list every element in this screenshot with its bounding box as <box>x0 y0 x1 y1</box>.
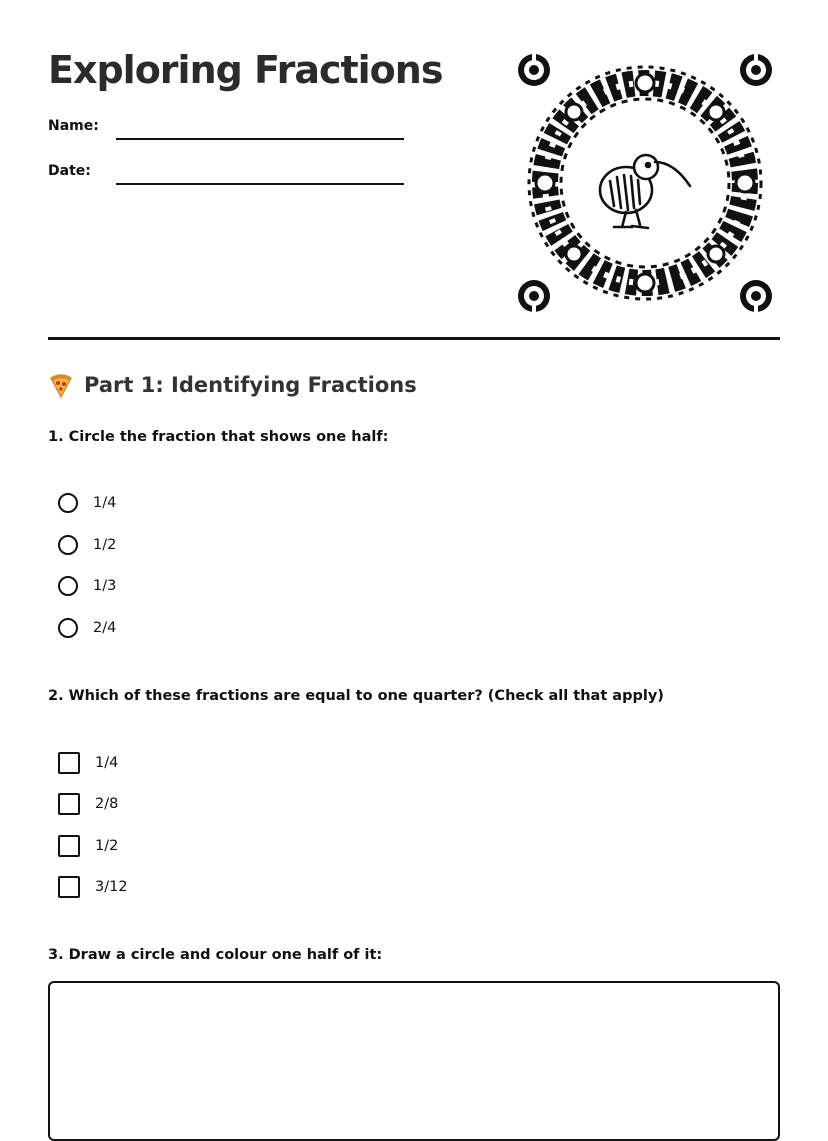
q1-option-2[interactable] <box>58 533 116 557</box>
q2-option-3[interactable] <box>58 834 118 858</box>
checkbox[interactable] <box>58 876 80 898</box>
q2-option-label: 1/4 <box>95 755 119 771</box>
name-field[interactable] <box>116 138 404 140</box>
q1-option-label: 2/4 <box>93 620 117 636</box>
q2-option-label: 2/8 <box>95 796 119 812</box>
question-3-text: 3. Draw a circle and colour one half of it: <box>48 947 383 963</box>
name-label: Name: <box>48 118 99 134</box>
page-title: Exploring Fractions <box>48 48 443 92</box>
checkbox[interactable] <box>58 835 80 857</box>
q1-option-3[interactable] <box>58 574 116 598</box>
q1-option-label: 1/4 <box>93 495 117 511</box>
radio-button[interactable] <box>58 535 78 555</box>
q2-option-label: 3/12 <box>95 879 128 895</box>
radio-button[interactable] <box>58 618 78 638</box>
question-2-text: 2. Which of these fractions are equal to one quarter? (Check all that apply) <box>48 688 664 704</box>
checkbox[interactable] <box>58 752 80 774</box>
part1-heading <box>48 372 417 398</box>
q2-option-4[interactable] <box>58 875 128 899</box>
q1-option-label: 1/3 <box>93 578 117 594</box>
q1-option-1[interactable] <box>58 491 116 515</box>
q2-option-1[interactable] <box>58 751 118 775</box>
radio-button[interactable] <box>58 493 78 513</box>
radio-button[interactable] <box>58 576 78 596</box>
part1-title: Part 1: Identifying Fractions <box>84 373 417 397</box>
checkbox[interactable] <box>58 793 80 815</box>
q1-option-label: 1/2 <box>93 537 117 553</box>
question-1-text: 1. Circle the fraction that shows one half: <box>48 429 389 445</box>
q2-option-label: 1/2 <box>95 838 119 854</box>
q1-option-4[interactable] <box>58 616 116 640</box>
maori-kiwi-emblem-icon <box>514 50 776 314</box>
q2-option-2[interactable] <box>58 792 118 816</box>
pizza-slice-icon <box>48 372 74 398</box>
drawing-area[interactable] <box>48 981 780 1141</box>
date-label: Date: <box>48 163 91 179</box>
date-field[interactable] <box>116 183 404 185</box>
section-divider <box>48 337 780 340</box>
